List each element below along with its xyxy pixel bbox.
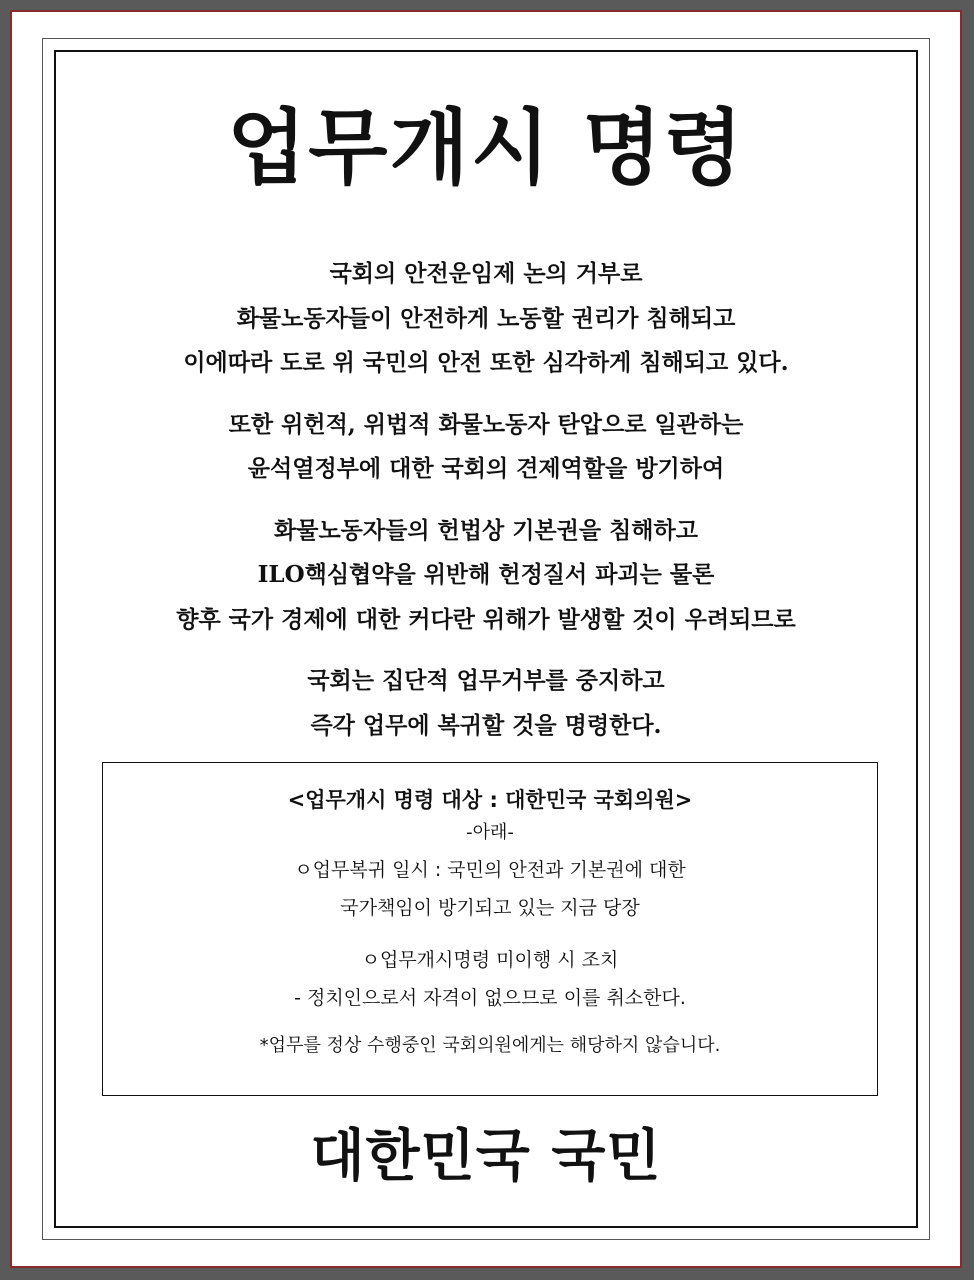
document-signature: 대한민국 국민 xyxy=(310,1124,662,1189)
paragraph-line: 국회의 안전운임제 논의 거부로 xyxy=(329,260,643,287)
paragraph-3 xyxy=(72,509,900,643)
document-title: 업무개시 명령 xyxy=(227,101,745,196)
document-page xyxy=(12,12,960,1266)
notice-spacer xyxy=(103,927,877,941)
notice-box xyxy=(102,762,878,1096)
paragraph-line: 이에따라 도로 위 국민의 안전 또한 심각하게 침해되고 있다. xyxy=(183,349,789,376)
paragraph-1 xyxy=(72,252,900,386)
paragraph-line: 윤석열정부에 대한 국회의 견제역할을 방기하여 xyxy=(247,455,725,482)
paragraph-line: 국회는 집단적 업무거부를 중지하고 xyxy=(307,667,665,694)
notice-item1-line1: ㅇ업무복귀 일시 : 국민의 안전과 기본권에 대한 xyxy=(294,859,686,881)
paragraph-line: 화물노동자들이 안전하게 노동할 권리가 침해되고 xyxy=(236,304,736,332)
paragraph-line: 향후 국가 경제에 대한 커다란 위해가 발생할 것이 우려되므로 xyxy=(176,605,796,633)
notice-item2-line2: - 정치인으로서 자격이 없으므로 이를 취소한다. xyxy=(294,987,686,1009)
paragraph-2 xyxy=(72,403,900,492)
notice-subheading: -아래- xyxy=(466,822,514,843)
notice-item2-line1: ㅇ업무개시명령 미이행 시 조치 xyxy=(361,949,619,971)
paragraph-line: 화물노동자들의 헌법상 기본권을 침해하고 xyxy=(274,516,698,544)
notice-heading: <업무개시 명령 대상 : 대한민국 국회의원> xyxy=(287,788,693,812)
paragraph-line: 즉각 업무에 복귀할 것을 명령한다. xyxy=(310,711,662,739)
paragraph-line: 또한 위헌적, 위법적 화물노동자 탄압으로 일관하는 xyxy=(228,410,744,438)
document-body xyxy=(72,252,900,765)
paragraph-4 xyxy=(72,659,900,748)
notice-item1-line2: 국가책임이 방기되고 있는 지금 당장 xyxy=(340,897,640,919)
paragraph-line: ILO핵심협약을 위반해 헌정질서 파괴는 물론 xyxy=(257,561,715,588)
notice-footnote: *업무를 정상 수행중인 국회의원에게는 해당하지 않습니다. xyxy=(259,1035,721,1056)
